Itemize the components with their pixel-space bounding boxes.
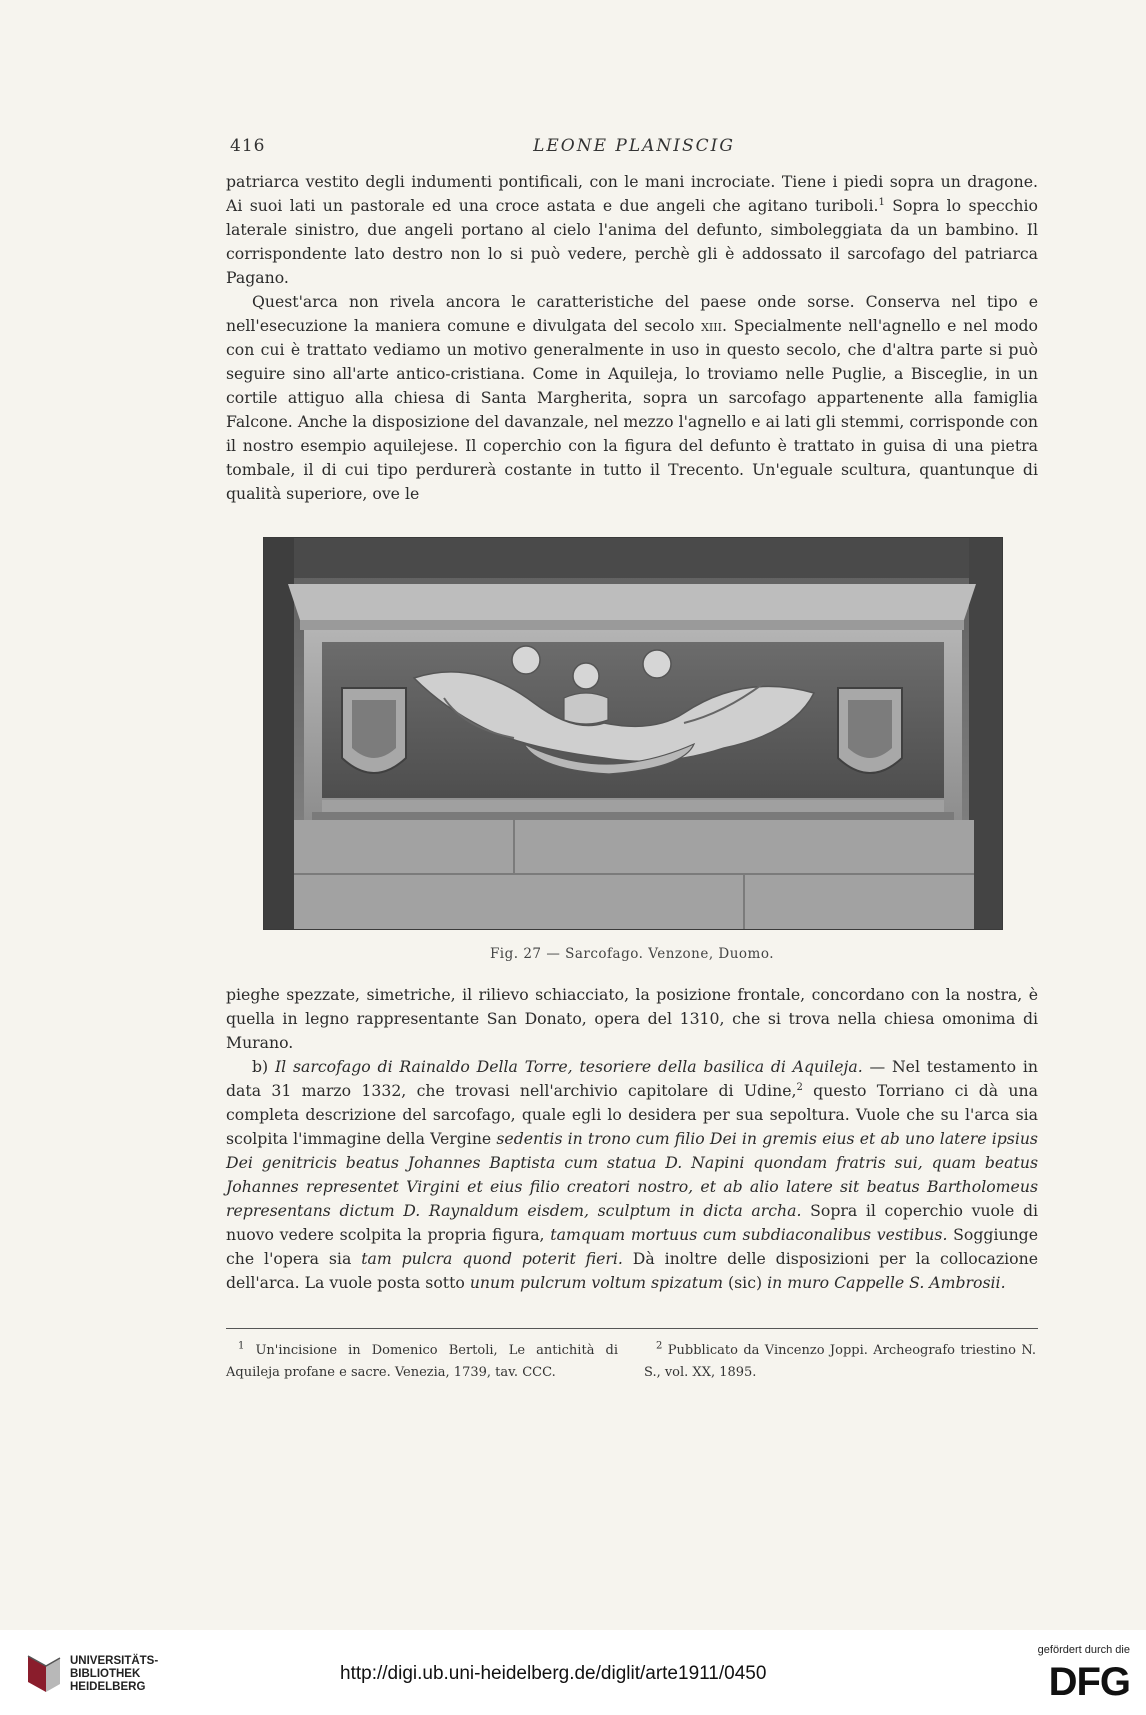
paragraph: Quest'arca non rivela ancora le caratteristiche del paese onde sorse. Conserva nel tipo e nell'esecuzione la maniera comune e divulgata del secolo xiii. Specialmente nell'agnello e nel modo con cui è trattato vediamo un motivo generalmente in uso in questo secolo, che d'altra parte si può seguire sino all'arte antico-cristiana. Come in Aquileja, lo troviamo nelle Puglie, a Bisceglie, in un cortile attiguo alla chiesa di Santa Margherita, sopra un sarcofago appartenente alla famiglia Falcone. Anche la disposizione del davanzale, nel mezzo l'agnello e ai lati gli stemmi, corrisponde con il nostro esempio aquilejese. Il coperchio con la figura del defunto è trattato in guisa di una pietra tombale, il di cui tipo perdurerà costante in tutto il Trecento. Un'eguale scultura, quantunque di qualità superiore, ove le [226,292,1038,503]
footnote-2: $^2$ Pubblicato da Vincenzo Joppi. Archeografo triestino N. S., vol. XX, 1895. [644,1340,1036,1380]
footnote-1: $^1$ Un'incisione in Domenico Bertoli, Le antichità di Aquileja profane e sacre. Venezia, 1739, tav. CCC. [226,1340,618,1380]
funder-label: gefördert durch die [1037,1644,1130,1656]
paragraph: pieghe spezzate, simetriche, il rilievo schiacciato, la posizione frontale, concordano con la nostra, è quella in legno rappresentante San Donato, opera del 1310, che si trova nella chiesa omonima di Murano. [226,985,1038,1052]
permalink-url[interactable]: http://digi.ub.uni-heidelberg.de/diglit/arte1911/0450 [340,1663,767,1684]
sarcophagus-relief-illustration [264,538,1002,929]
paragraph: patriarca vestito degli indumenti pontificali, con le mani incrociate. Tiene i piedi sopra un dragone. Ai suoi lati un pastorale ed una croce astata e due angeli che agitano turiboli.$^1$ Sopra lo specchio laterale sinistro, due angeli portano al cielo l'anima del defunto, simboleggiata da un bambino. Il corrispondente lato destro non lo si può vedere, perchè gli è addossato il sarcofago del patriarca Pagano. [226,172,1038,287]
library-name: UNIVERSITÄTS- BIBLIOTHEK HEIDELBERG [70,1655,159,1693]
footnote-ref: 2 [796,1081,803,1093]
dfg-logo: DFG [1048,1660,1130,1704]
running-head: LEONE PLANISCIG [533,136,735,156]
viewer-footer [0,1630,1146,1715]
page-number: 416 [230,136,266,156]
footnote-ref: 1 [878,196,885,208]
text-block-top [226,170,1038,506]
footnote-divider [226,1328,1038,1329]
figure-photo-sarcophagus [263,537,1003,930]
page-header [230,136,1038,162]
paragraph: b) Il sarcofago di Rainaldo Della Torre, tesoriere della basilica di Aquileja. — Nel testamento in data 31 marzo 1332, che trovasi nell'archivio capitolare di Udine,$^2$ questo Torriano ci dà una completa descrizione del sarcofago, quale egli lo desidera per sua sepoltura. Vuole che su l'arca sia scolpita l'immagine della Vergine sedentis in trono cum filio Dei in gremis eius et ab uno latere ipsius Dei genitricis beatus Johannes Baptista cum statua D. Napini quondam fratris sui, quam beatus Johannes representet Virgini et eius filio creatori nostro, et ab alio latere sit beatus Bartholomeus representans dictum D. Raynaldum eisdem, sculptum in dicta archa. Sopra il coperchio vuole di nuovo vedere scolpita la propria figura, tamquam mortuus cum subdiaconalibus vestibus. Soggiunge che l'opera sia tam pulcra quond poterit fieri. Dà inoltre delle disposizioni per la collocazione dell'arca. La vuole posta sotto unum pulcrum voltum spizatum (sic) in muro Cappelle S. Ambrosii. [226,1057,1039,1292]
section-title: Il sarcofago di Rainaldo Della Torre, tesoriere della basilica di Aquileja. [274,1057,863,1076]
figure-caption: Fig. 27 — Sarcofago. Venzone, Duomo. [489,946,775,962]
library-logo-icon [24,1652,64,1696]
text-block-bottom [226,983,1038,1295]
